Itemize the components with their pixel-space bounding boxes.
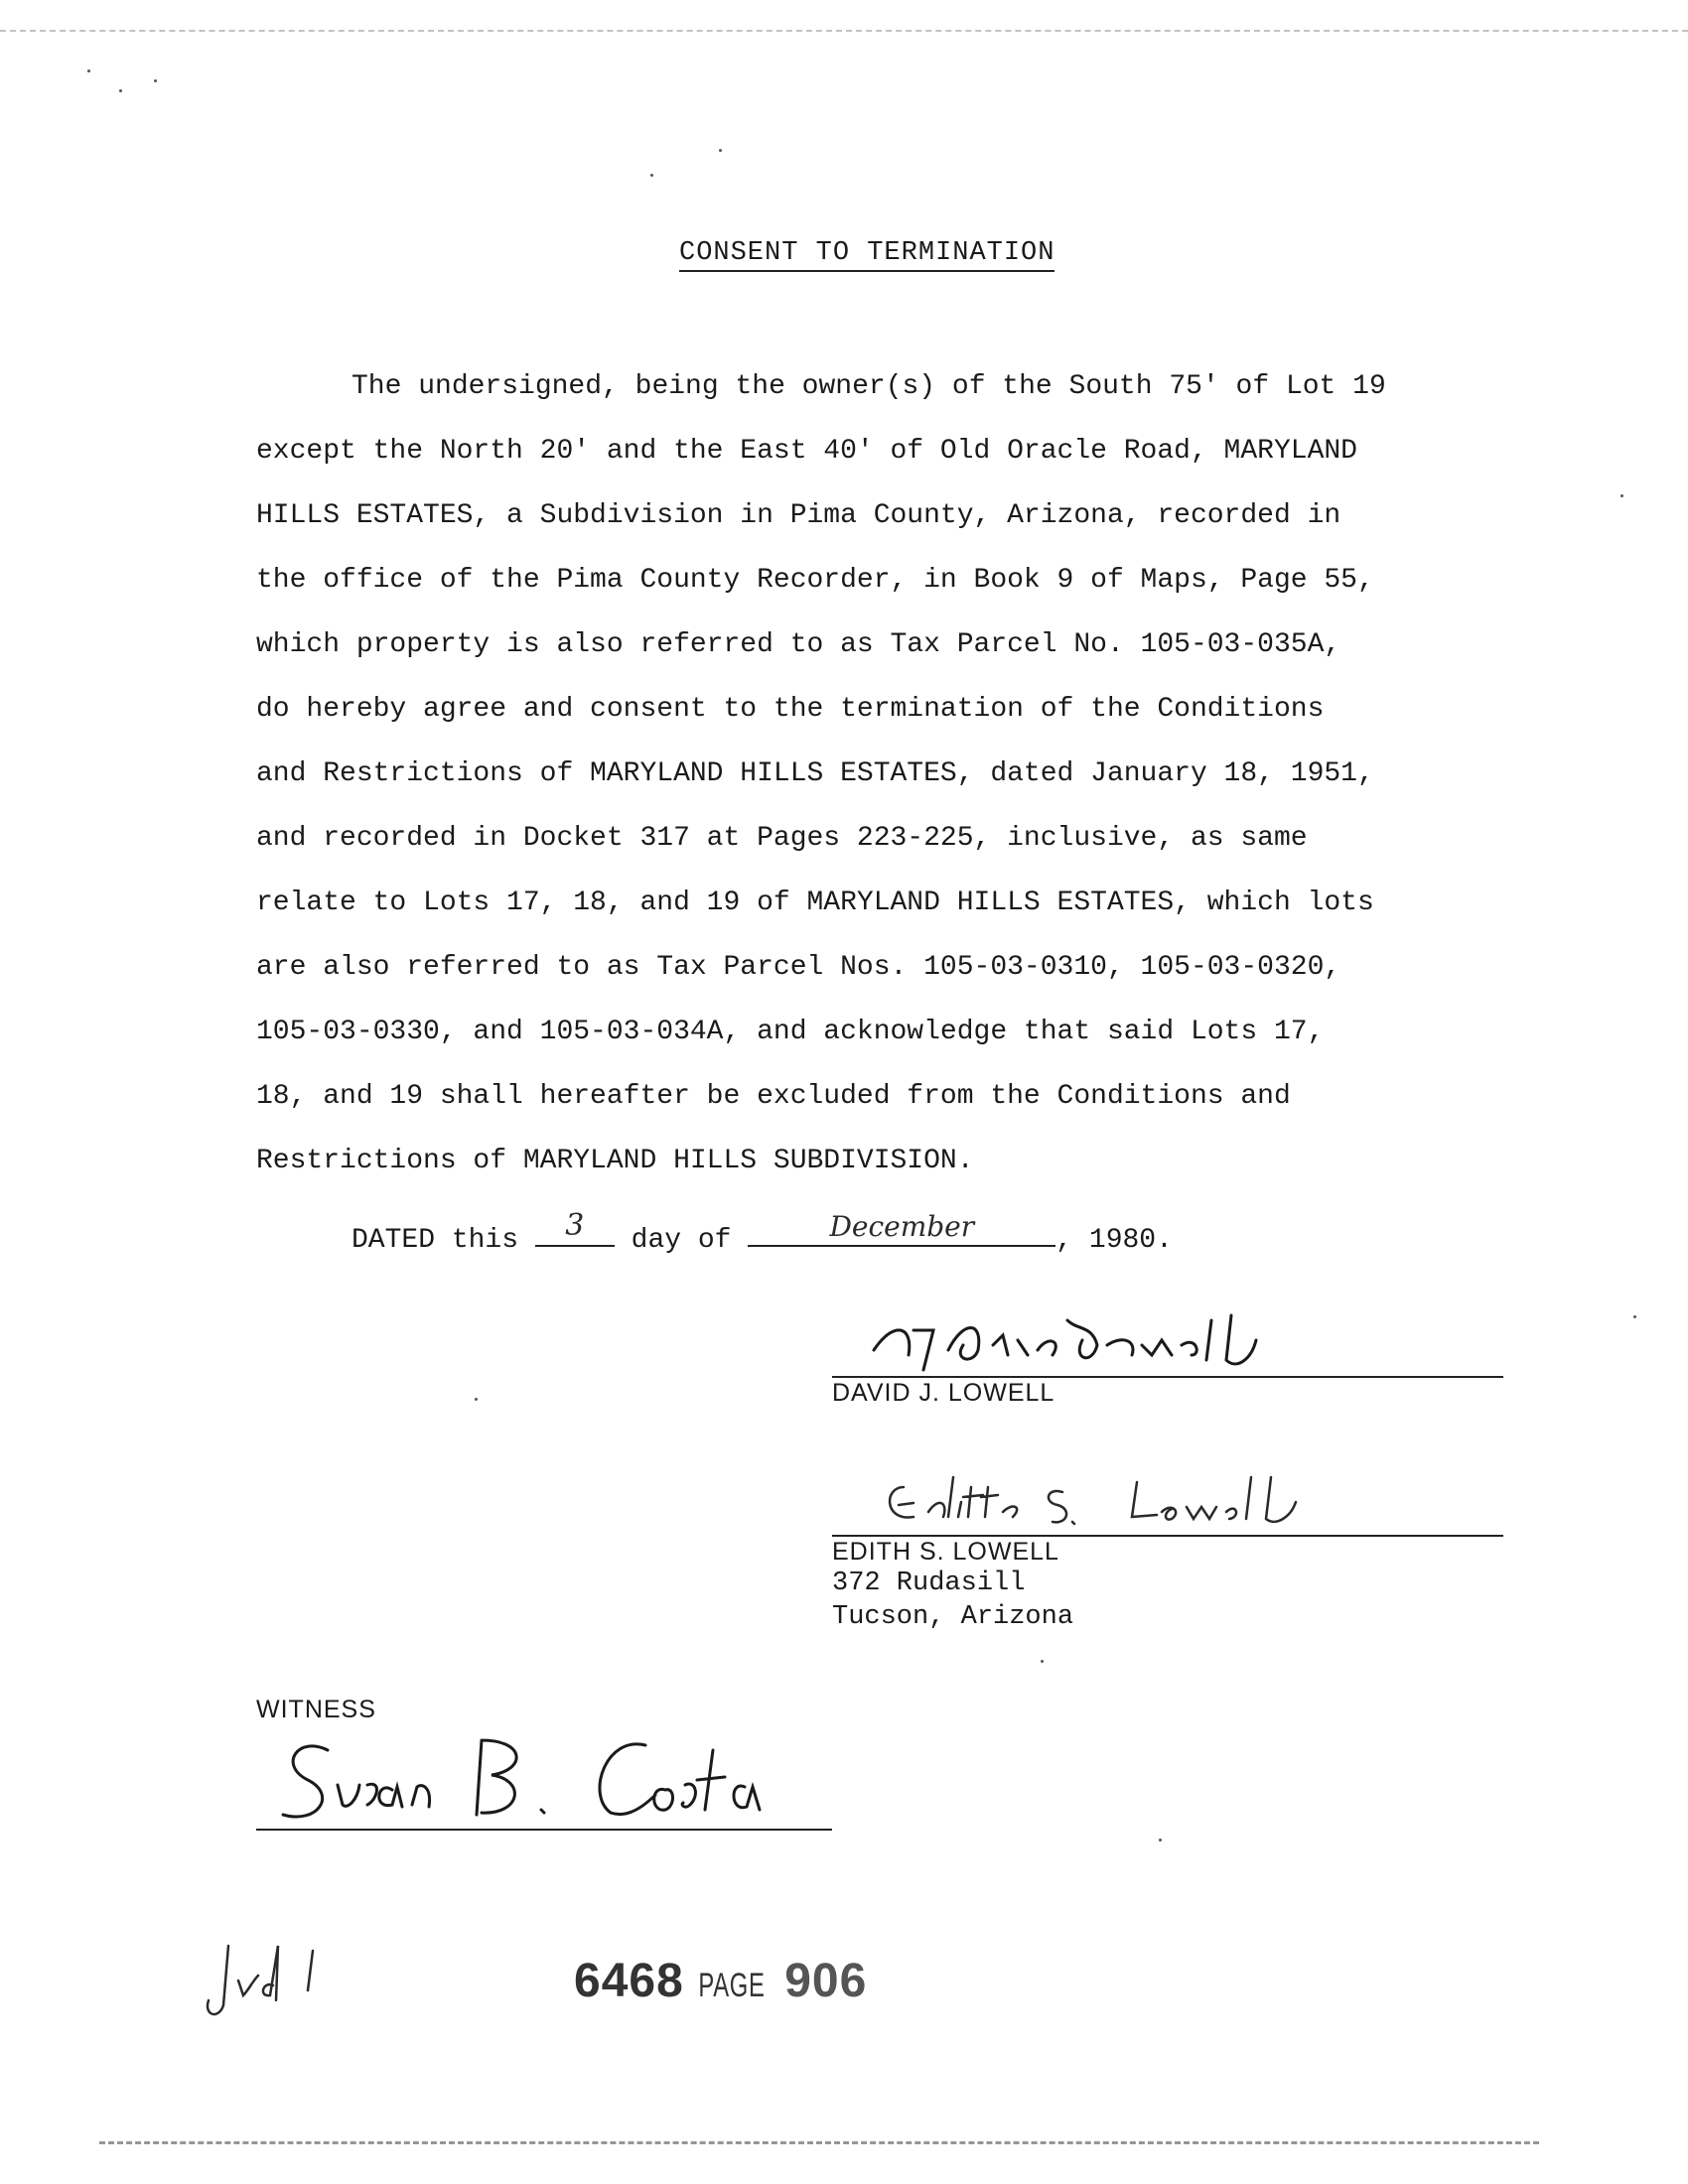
- scan-speck: [1159, 1839, 1162, 1842]
- scan-speck: [154, 79, 157, 82]
- dated-prefix: DATED this: [352, 1225, 519, 1256]
- dated-middle: day of: [631, 1225, 732, 1256]
- scan-speck: [475, 1398, 478, 1401]
- body-line: except the North 20' and the East 40' of Old Oracle Road, MARYLAND: [256, 436, 1357, 467]
- recording-stamp: [574, 1954, 867, 2008]
- signature-edith-lowell: [874, 1467, 1350, 1537]
- day-handwritten: 3: [565, 1208, 585, 1243]
- dated-suffix: , 1980.: [1055, 1225, 1173, 1256]
- body-line: and Restrictions of MARYLAND HILLS ESTATES, dated January 18, 1951,: [256, 758, 1374, 789]
- signatory-2: [832, 1535, 1503, 1635]
- witness-label: WITNESS: [256, 1696, 376, 1723]
- signatory-name: DAVID J. LOWELL: [832, 1379, 1055, 1407]
- margin-note-handwritten: [199, 1926, 348, 2025]
- witness-signature-line: [256, 1829, 832, 1831]
- stamp-book-number: 6468: [574, 1955, 684, 2007]
- stamp-page-number: 906: [784, 1955, 868, 2007]
- scan-edge-top: [0, 30, 1688, 32]
- body-line: do hereby agree and consent to the termination of the Conditions: [256, 694, 1325, 725]
- address-line: 372 Rudasill: [832, 1569, 1026, 1599]
- scan-speck: [119, 89, 122, 92]
- body-line: The undersigned, being the owner(s) of the South 75' of Lot 19: [352, 371, 1386, 402]
- scan-edge-bottom: [99, 2141, 1539, 2144]
- body-line: the office of the Pima County Recorder, in Book 9 of Maps, Page 55,: [256, 565, 1374, 596]
- stamp-page-label: PAGE: [698, 1967, 766, 2004]
- body-line: are also referred to as Tax Parcel Nos. 105-03-0310, 105-03-0320,: [256, 952, 1341, 983]
- scan-speck: [87, 69, 90, 72]
- scan-speck: [1633, 1315, 1636, 1318]
- body-line: and recorded in Docket 317 at Pages 223-225, inclusive, as same: [256, 823, 1308, 854]
- body-line: 105-03-0330, and 105-03-034A, and acknowledge that said Lots 17,: [256, 1017, 1325, 1047]
- address-line: Tucson, Arizona: [832, 1602, 1074, 1632]
- scan-speck: [719, 149, 722, 152]
- dated-line: [352, 1208, 1173, 1256]
- body-line: HILLS ESTATES, a Subdivision in Pima County, Arizona, recorded in: [256, 500, 1341, 531]
- body-line: relate to Lots 17, 18, and 19 of MARYLAND HILLS ESTATES, which lots: [256, 887, 1374, 918]
- scan-speck: [1041, 1660, 1044, 1663]
- document-title: CONSENT TO TERMINATION: [679, 238, 1055, 272]
- signature-david-lowell: [854, 1300, 1331, 1380]
- body-line: 18, and 19 shall hereafter be excluded from the Conditions and: [256, 1081, 1291, 1112]
- signatory-name: EDITH S. LOWELL: [832, 1538, 1059, 1566]
- scan-speck: [1620, 494, 1623, 497]
- month-blank: [748, 1211, 1055, 1247]
- signature-susan-costa: [268, 1725, 804, 1835]
- scan-speck: [650, 174, 653, 177]
- body-line: which property is also referred to as Tax Parcel No. 105-03-035A,: [256, 629, 1341, 660]
- signatory-1: [832, 1376, 1503, 1409]
- day-blank: [535, 1208, 615, 1247]
- month-handwritten: December: [829, 1210, 975, 1243]
- body-line: Restrictions of MARYLAND HILLS SUBDIVISION.: [256, 1146, 974, 1176]
